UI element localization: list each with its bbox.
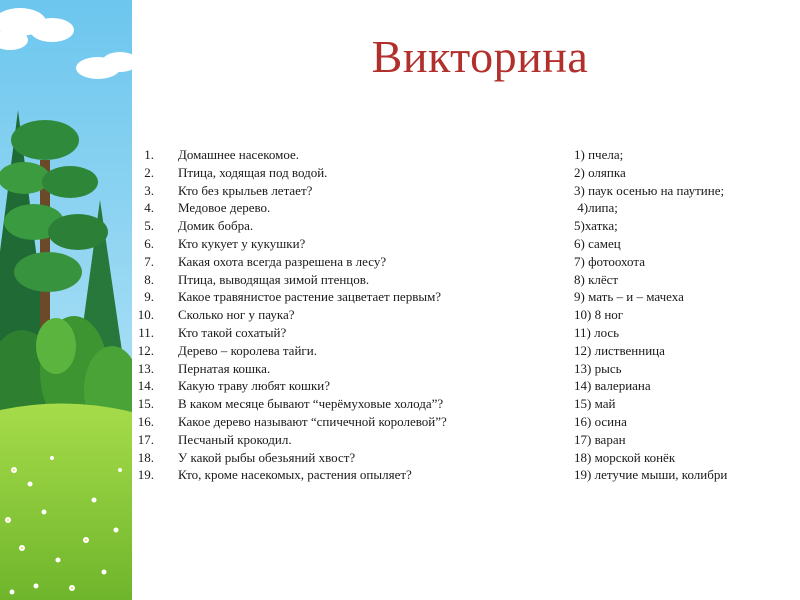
answer-item: 9) мать – и – мачеха xyxy=(574,289,684,305)
question-item xyxy=(130,466,570,484)
question-item xyxy=(130,288,570,306)
forest-illustration xyxy=(0,0,132,600)
question-text: Какое дерево называют “спичечной королевой”? xyxy=(178,413,447,429)
answer-item: 2) оляпка xyxy=(574,164,626,180)
answer-item: 12) лиственница xyxy=(574,342,665,358)
answer-item: 10) 8 ног xyxy=(574,307,624,323)
question-number: 6. xyxy=(144,235,154,251)
grass-field xyxy=(0,403,132,600)
question-text: Песчаный крокодил. xyxy=(178,431,292,447)
question-item xyxy=(130,217,570,235)
question-number: 5. xyxy=(144,218,154,234)
question-number: 7. xyxy=(144,253,154,269)
answer-item: 17) варан xyxy=(574,431,626,447)
answer-item: 6) самец xyxy=(574,235,621,251)
answer-item: 5)хатка; xyxy=(574,218,618,234)
questions-list xyxy=(130,146,570,484)
question-item xyxy=(130,413,570,431)
question-text: Пернатая кошка. xyxy=(178,360,271,376)
question-text: У какой рыбы обезьяний хвост? xyxy=(178,449,356,465)
question-number: 15. xyxy=(137,396,154,412)
question-number: 14. xyxy=(137,378,154,394)
question-number: 4. xyxy=(144,200,154,216)
question-number: 10. xyxy=(137,307,154,323)
question-text: Кто, кроме насекомых, растения опыляет? xyxy=(178,467,412,483)
question-number: 19. xyxy=(137,467,154,483)
question-item xyxy=(130,235,570,253)
question-item xyxy=(130,146,570,164)
slide-title: Викторина xyxy=(371,31,589,82)
answer-item: 15) май xyxy=(574,396,616,412)
question-text: Домик бобра. xyxy=(178,218,254,234)
answer-item: 4)липа; xyxy=(574,200,618,216)
question-number: 12. xyxy=(137,342,154,358)
question-item xyxy=(130,306,570,324)
answer-item: 19) летучие мыши, колибри xyxy=(574,467,728,483)
answer-item: 16) осина xyxy=(574,413,627,429)
question-number: 3. xyxy=(144,182,154,198)
question-number: 13. xyxy=(137,360,154,376)
question-item xyxy=(130,431,570,449)
answers-list xyxy=(574,146,794,484)
question-text: Какая охота всегда разрешена в лесу? xyxy=(178,253,387,269)
question-item xyxy=(130,324,570,342)
question-text: Птица, выводящая зимой птенцов. xyxy=(178,271,370,287)
question-item xyxy=(130,360,570,378)
question-number: 9. xyxy=(144,289,154,305)
question-text: Какое травянистое растение зацветает первым? xyxy=(178,289,442,305)
question-text: Медовое дерево. xyxy=(178,200,271,216)
answer-item: 13) рысь xyxy=(574,360,622,376)
question-text: Домашнее насекомое. xyxy=(178,147,300,162)
question-number: 1. xyxy=(144,147,154,162)
question-text: Дерево – королева тайги. xyxy=(178,342,317,358)
question-number: 18. xyxy=(137,449,154,465)
question-item xyxy=(130,199,570,217)
question-item xyxy=(130,271,570,289)
question-number: 2. xyxy=(144,164,154,180)
question-number: 8. xyxy=(144,271,154,287)
question-number: 17. xyxy=(137,431,154,447)
question-text: В каком месяце бывают “черёмуховые холода”? xyxy=(178,396,444,412)
answer-item: 18) морской конёк xyxy=(574,449,676,465)
answer-item: 11) лось xyxy=(574,324,620,340)
answer-item: 8) клёст xyxy=(574,271,619,287)
question-item xyxy=(130,449,570,467)
question-text: Птица, ходящая под водой. xyxy=(178,164,328,180)
question-number: 16. xyxy=(137,413,154,429)
question-text: Кто без крыльев летает? xyxy=(178,182,313,198)
answer-item: 7) фотоохота xyxy=(574,253,645,269)
answer-item: 3) паук осенью на паутине; xyxy=(574,182,725,198)
question-item xyxy=(130,377,570,395)
question-item xyxy=(130,395,570,413)
question-item xyxy=(130,182,570,200)
question-text: Кто такой сохатый? xyxy=(178,324,287,340)
question-item xyxy=(130,164,570,182)
question-item xyxy=(130,342,570,360)
question-text: Какую траву любят кошки? xyxy=(178,378,331,394)
question-number: 11. xyxy=(138,324,154,340)
question-text: Сколько ног у паука? xyxy=(178,307,295,323)
question-text: Кто кукует у кукушки? xyxy=(178,235,306,251)
answer-item: 1) пчела; xyxy=(574,147,624,162)
question-item xyxy=(130,253,570,271)
answer-item: 14) валериана xyxy=(574,378,651,394)
